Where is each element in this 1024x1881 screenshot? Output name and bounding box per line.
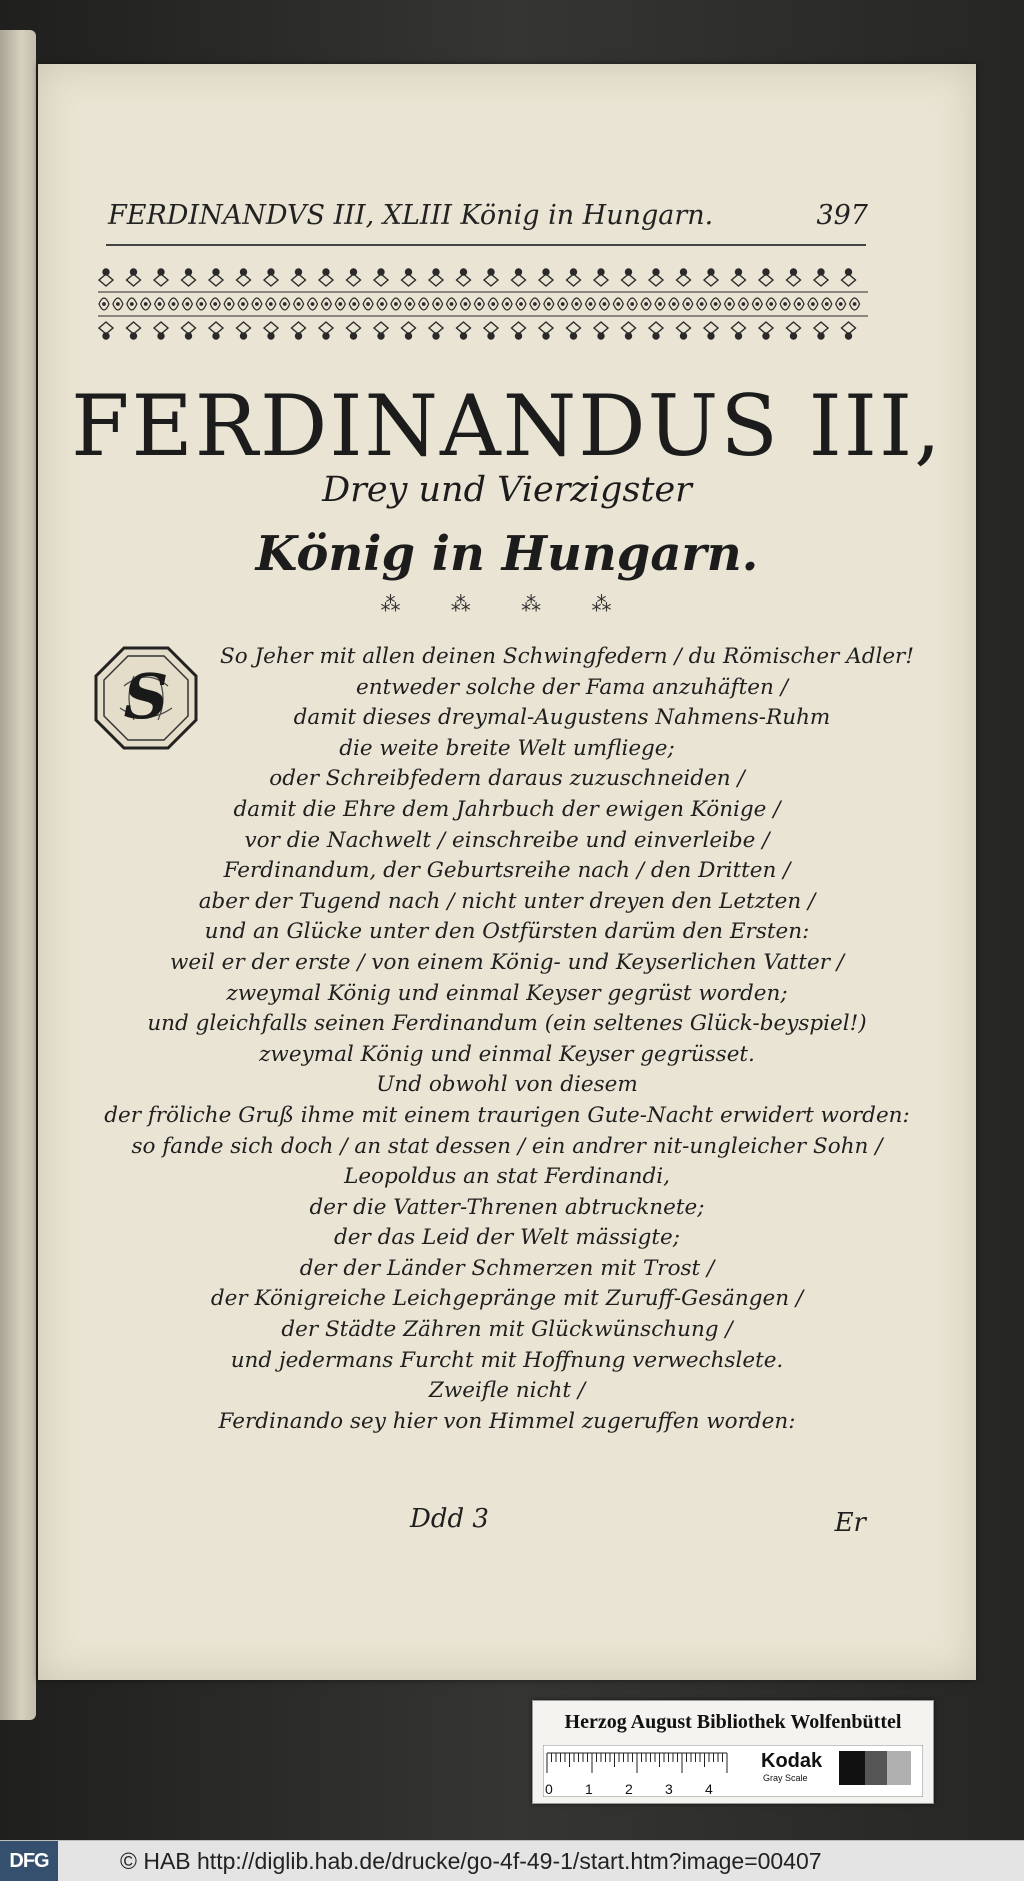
drop-cap-letter: S [123, 660, 169, 733]
poem-line: zweymal König und einmal Keyser gegrüst worden; [226, 980, 788, 1006]
viewer-footer [0, 1840, 1024, 1881]
running-head [108, 200, 868, 240]
poem-line: vor die Nachwelt / einschreibe und einverleibe / [244, 827, 770, 853]
poem-line: So Jeher mit allen deinen Schwingfedern / du Römischer Adler! [220, 644, 914, 669]
library-name: Herzog August Bibliothek Wolfenbüttel [564, 1711, 902, 1733]
library-color-card [532, 1700, 934, 1804]
kodak-gray-scale-label: Gray Scale [763, 1773, 808, 1783]
ruler-number: 0 [545, 1781, 553, 1797]
poem-line: so fande sich doch / an stat dessen / ein andrer nit-ungleicher Sohn / [131, 1133, 883, 1159]
poem-line: die weite breite Welt umfliege; [339, 735, 675, 761]
poem-line: der das Leid der Welt mässigte; [333, 1225, 681, 1251]
gray-patch-light [887, 1751, 911, 1785]
poem-line: oder Schreibfedern daraus zuzuschneiden / [269, 766, 745, 792]
gray-scale-ruler [543, 1745, 923, 1797]
poem-line: damit die Ehre dem Jahrbuch der ewigen Könige / [233, 796, 781, 822]
running-head-title: FERDINANDVS III, XLIII König in Hungarn. [108, 200, 714, 231]
ornament-pattern [98, 269, 868, 339]
page-number: 397 [816, 200, 868, 231]
poem-line: entweder solche der Fama anzuhäften / [356, 674, 788, 700]
poem-line: Zweifle nicht / [428, 1378, 586, 1404]
ornament-band [98, 260, 868, 348]
asterism-divider: ⁂ ⁂ ⁂ ⁂ [380, 592, 634, 616]
signature-mark: Ddd 3 [410, 1504, 489, 1534]
ruler-number: 4 [705, 1781, 713, 1797]
poem-line: Und obwohl von diesem [376, 1072, 638, 1098]
dfg-logo: DFG [0, 1841, 58, 1881]
ruler-number: 2 [625, 1781, 633, 1797]
left-page-edge [0, 30, 36, 1720]
subtitle-kingdom: König in Hungarn. [255, 526, 759, 582]
poem-line: der Königreiche Leichgepränge mit Zuruff-Gesängen / [210, 1286, 804, 1312]
gray-patch-black [839, 1751, 865, 1785]
poem-line: Ferdinando sey hier von Himmel zugeruffen worden: [218, 1408, 796, 1434]
poem-line: damit dieses dreymal-Augustens Nahmens-Ruhm [293, 705, 831, 731]
poem-line: der der Länder Schmerzen mit Trost / [299, 1255, 715, 1281]
poem-line: Ferdinandum, der Geburtsreihe nach / den Dritten / [223, 858, 791, 884]
book-page [38, 64, 976, 1680]
page-title: FERDINANDUS III, [71, 377, 943, 475]
poem-line: aber der Tugend nach / nicht unter dreyen den Letzten / [198, 888, 816, 914]
poem-body [78, 642, 936, 1437]
catchline [38, 1504, 976, 1544]
poem-line: der fröliche Gruß ihme mit einem traurigen Gute-Nacht erwidert worden: [104, 1102, 910, 1128]
poem-line: zweymal König und einmal Keyser gegrüsset. [259, 1041, 755, 1067]
poem-line: und gleichfalls seinen Ferdinandum (ein seltenes Glück-beyspiel!) [147, 1011, 867, 1037]
ruler-number: 3 [665, 1781, 673, 1797]
gray-patch-dark [865, 1751, 887, 1785]
source-url[interactable]: © HAB http://diglib.hab.de/drucke/go-4f-49-1/start.htm?image=00407 [120, 1847, 822, 1874]
catchword: Er [834, 1508, 866, 1538]
ruler-number: 1 [585, 1781, 593, 1797]
kodak-brand: Kodak [761, 1750, 823, 1772]
poem-line: weil er der erste / von einem König- und Keyserlichen Vatter / [169, 949, 845, 975]
poem-line: der die Vatter-Threnen abtrucknete; [309, 1194, 705, 1220]
subtitle-ordinal: Drey und Vierzigster [322, 470, 692, 510]
poem-line: der Städte Zähren mit Glückwünschung / [281, 1317, 733, 1343]
poem-line: Leopoldus an stat Ferdinandi, [344, 1164, 670, 1190]
head-rule [106, 244, 866, 246]
poem-line: und an Glücke unter den Ostfürsten darüm den Ersten: [204, 919, 810, 945]
poem-line: und jedermans Furcht mit Hoffnung verwechslete. [230, 1347, 784, 1373]
